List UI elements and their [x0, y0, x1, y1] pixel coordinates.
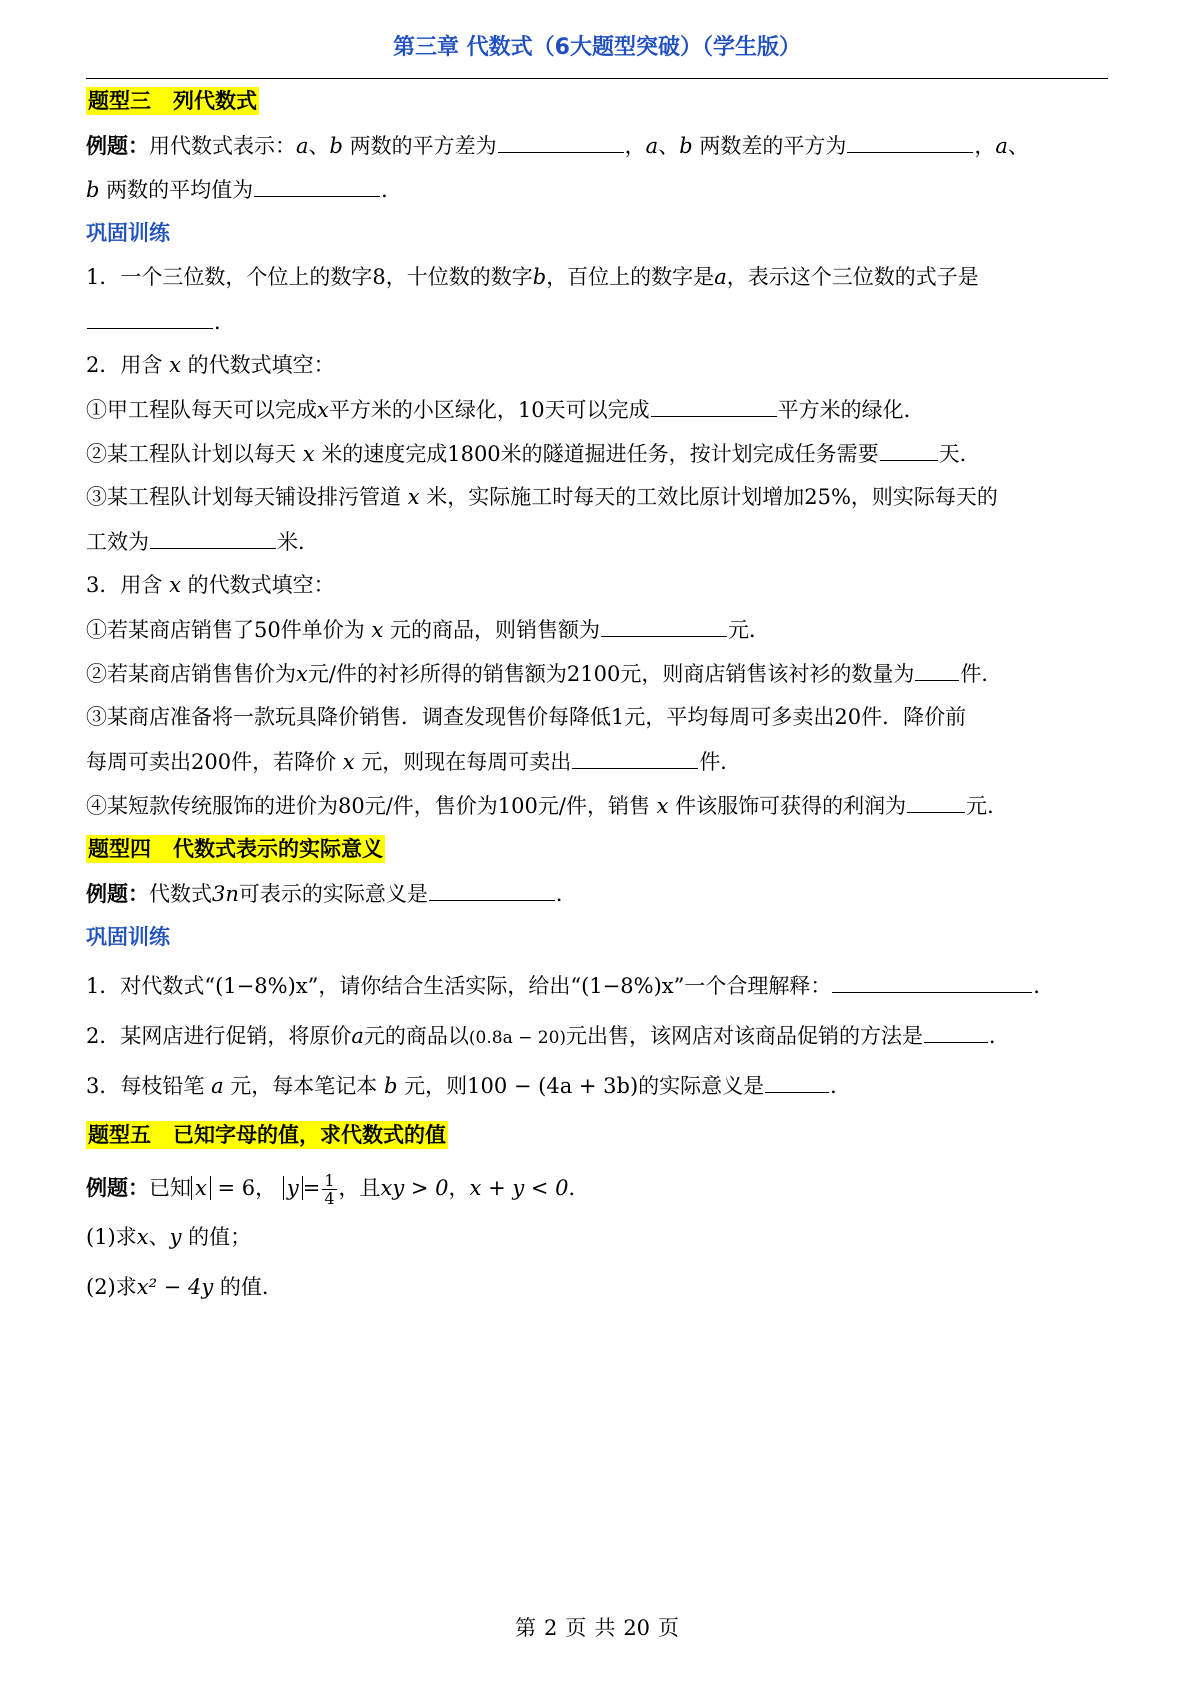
section3-q3-3-cont: 每周可卖出200件，若降价 x 元，则现在每周可卖出 件． [86, 746, 1108, 777]
answer-blank[interactable] [915, 658, 959, 681]
section5-example: 例题：已知 x = 6， y = $\frac{1}{4}$ ，且xy > 0，x + y < 0． [86, 1171, 590, 1208]
answer-blank[interactable] [880, 438, 938, 461]
answer-blank[interactable] [150, 526, 276, 549]
answer-blank[interactable] [429, 878, 555, 901]
section4-q3: 3．每枝铅笔 a 元，每本笔记本 b 元，则100 − (4a + 3b)的实际意义是 ． [86, 1070, 1108, 1101]
header-rule [86, 78, 1108, 79]
answer-blank[interactable] [601, 614, 727, 637]
answer-blank[interactable] [254, 174, 380, 197]
section5-heading-line [86, 1120, 1108, 1150]
section4-practice-label: 巩固训练 [86, 925, 170, 949]
section5-part1: (1)求x、y 的值； [86, 1225, 252, 1249]
example-label: 例题： [86, 1176, 149, 1200]
section3-q1: 1．一个三位数，个位上的数字8，十位数的数字b，百位上的数字是a，表示这个三位数的式子是 [86, 265, 979, 289]
page-number: 2 [543, 1616, 558, 1640]
section3-q3-1: ①若某商店销售了50件单价为 x 元的商品，则销售额为 元． [86, 614, 1108, 645]
answer-blank[interactable] [847, 130, 973, 153]
answer-blank[interactable] [87, 306, 213, 329]
example-label: 例题： [86, 134, 149, 158]
section4-example: 例题：代数式3n可表示的实际意义是 ． [86, 878, 1108, 909]
page-footer: 第 2 页 共 20 页 [514, 1616, 680, 1640]
section3-example-line1: 例题：用代数式表示：a、b 两数的平方差为 ，a、b 两数差的平方为 ，a、 [86, 130, 1108, 161]
section3-q3: 3．用含 x 的代数式填空： [86, 573, 335, 597]
answer-blank[interactable] [907, 790, 965, 813]
section3-q1-answer: ． [86, 306, 1108, 337]
section3-heading: 题型三 列代数式 [88, 89, 257, 113]
section3-q2-3: ③某工程队计划每天铺设排污管道 x 米，实际施工时每天的工效比原计划增加25%，则实际每天的 [86, 485, 998, 509]
math-expression: (1−8%)x [581, 974, 674, 998]
answer-blank[interactable] [765, 1070, 829, 1093]
fraction: $\frac{1}{4}$ [324, 1171, 335, 1208]
section3-q2-3-cont: 工效为 米． [86, 526, 1108, 557]
example-label: 例题： [86, 882, 149, 906]
section3-q3-2: ②若某商店销售售价为x元/件的衬衫所得的销售额为2100元，则商店销售该衬衫的数量为 件． [86, 658, 1108, 689]
section3-q2-2: ②某工程队计划以每天 x 米的速度完成1800米的隧道掘进任务，按计划完成任务需要 天． [86, 438, 1108, 469]
section3-q3-4: ④某短款传统服饰的进价为80元/件，售价为100元/件，销售 x 件该服饰可获得的利润为 元． [86, 790, 1108, 821]
answer-blank[interactable] [832, 970, 1032, 993]
section3-practice-label: 巩固训练 [86, 221, 170, 245]
section4-heading-line [86, 834, 1108, 864]
math-expression: (1−8%)x [215, 974, 308, 998]
section4-heading: 题型四 代数式表示的实际意义 [88, 837, 383, 861]
answer-blank[interactable] [651, 394, 777, 417]
section5-part2: (2)求x² − 4y 的值． [86, 1275, 283, 1299]
section4-q2: 2．某网店进行促销，将原价a元的商品以(0.8a − 20)元出售，该网店对该商品促销的方法是 ． [86, 1020, 1108, 1053]
math-expression: (0.8a − 20) [468, 1028, 567, 1048]
section3-q2-1: ①甲工程队每天可以完成x平方米的小区绿化，10天可以完成 平方米的绿化． [86, 394, 1108, 425]
answer-blank[interactable] [572, 746, 698, 769]
math-expression: 100 − (4a + 3b) [467, 1074, 639, 1098]
answer-blank[interactable] [924, 1020, 988, 1043]
section3-q3-3: ③某商店准备将一款玩具降价销售．调查发现售价每降低1元，平均每周可多卖出20件．降价前 [86, 705, 967, 729]
section4-q1: 1．对代数式“(1−8%)x”，请你结合生活实际，给出“(1−8%)x”一个合理解释： ． [86, 970, 1108, 1001]
answer-blank[interactable] [498, 130, 624, 153]
section3-example-line2: b 两数的平均值为 ． [86, 174, 1108, 205]
section3-q2: 2．用含 x 的代数式填空： [86, 353, 335, 377]
page-total: 20 [623, 1616, 651, 1640]
section3-heading-line [86, 86, 1108, 116]
section5-heading: 题型五 已知字母的值，求代数式的值 [88, 1123, 446, 1147]
page-header-title: 第三章 代数式（6大题型突破）（学生版） [393, 35, 801, 60]
